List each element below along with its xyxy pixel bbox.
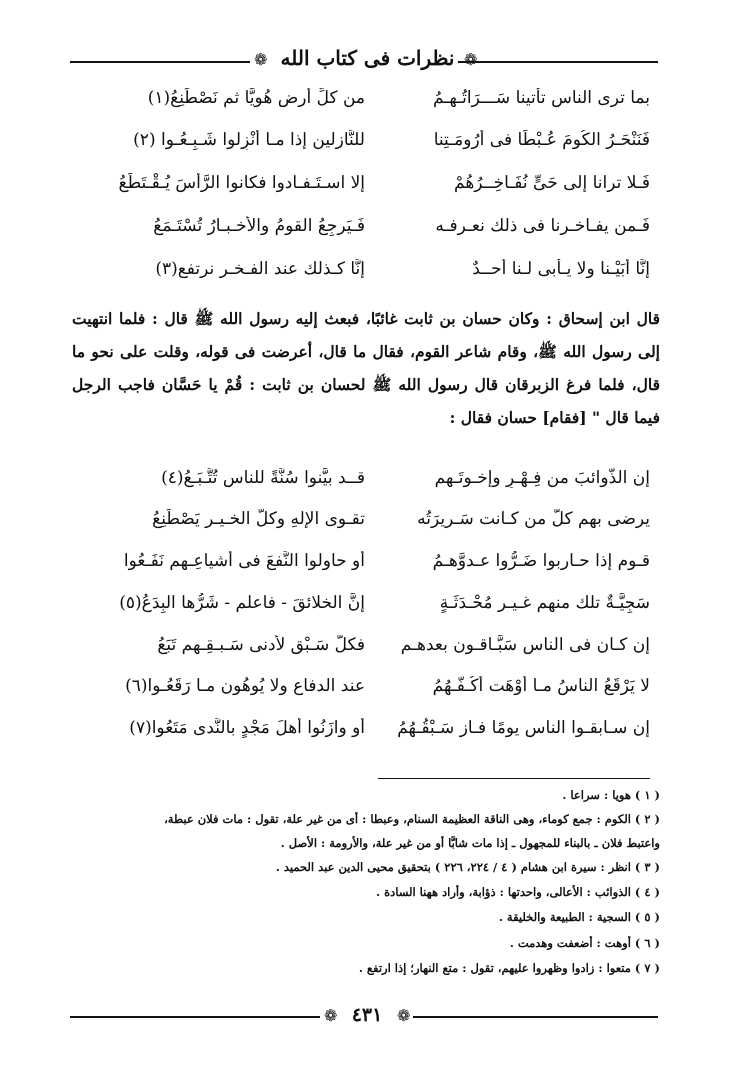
verse-line	[80, 635, 650, 671]
second-hemistich: إنَّ الخلائقَ - فاعلم - شَرُّها البِدَعُ(٥)	[119, 593, 365, 613]
header-rule-right	[458, 61, 658, 63]
first-hemistich: إن سـابقـوا الناس يومًا فـاز سَـبْقُـهُمُ	[397, 718, 650, 738]
verse-line	[80, 509, 650, 545]
verse-line	[80, 216, 650, 252]
first-hemistich: سَجِيَّـةٌ تلك منهم غـيـر مُحْـدَثَـةٍ	[439, 593, 650, 613]
second-hemistich: من كلِّ أرضٍ هُويًّا ثم نَصْطَنِعُ(١)	[147, 88, 365, 108]
verse-line	[80, 593, 650, 629]
second-hemistich: قــد بيَّنوا سُنَّةً للناس تُتَّـبَـعُ(٤)	[161, 468, 365, 488]
paragraph-text: قال ابن إسحاق : وكان حسان بن ثابت غائبًا، فبعث إليه رسول الله ﷺ قال : فلما انتهيت إلى رسول الله ﷺ، وقام شاعر القوم، فقال ما قال، أعرضت فى قوله، وقلت على نحو ما قال، فلما فرغ الزبرقان قال رسول الله ﷺ لحسان بن ثابت : قُمْ يا حَسَّان فاجب الرجل فيما قال " [فقام] حسان فقال :	[72, 309, 660, 427]
running-title: نظرات فى كتاب الله	[280, 46, 455, 70]
second-hemistich: أو حاولوا النَّفعَ فى أشياعِـهم نَفَـعُوا	[123, 551, 365, 571]
footnote: ( ٧ ) متعوا : زادوا وظهروا عليهم، تقول : متع النهار؛ إذا ارتفع .	[358, 961, 660, 975]
first-hemistich: بما ترى الناس تأتينا سَـــرَاتُـهـمُ	[433, 88, 650, 108]
verse-line	[80, 173, 650, 209]
page-header	[70, 44, 658, 78]
footnote: ( ١ ) هويا : سراعا .	[562, 788, 660, 802]
verse-line	[80, 718, 650, 754]
footnote-continuation: واعتبط فلان ـ بالبناء للمجهول ـ إذا مات شابًّا أو من غير علة، والأرومة : الأصل .	[280, 836, 660, 850]
second-hemistich: للنَّازلين إذا مـا أُنْزِلوا شَـبِـعُـوا (٢)	[133, 130, 365, 150]
footnote: ( ٢ ) الكوم : جمع كوماء، وهى الناقة العظيمة السنام، وعبطا : أى من غير علة، تقول : مات فلان عبطة،	[164, 812, 660, 826]
first-hemistich: يرضى بهم كلُّ من كـانت سَـريرَتُه	[417, 509, 650, 529]
flower-ornament-icon: ❁	[254, 50, 268, 69]
second-hemistich: أو وازَنُوا أهلَ مَجْدٍ بالنَّدى مَتَعُوا(٧)	[129, 718, 365, 738]
flower-ornament-icon: ❁	[324, 1006, 338, 1025]
verse-line	[80, 259, 650, 295]
verse-line	[80, 88, 650, 124]
second-hemistich: تقـوى الإلهِ وكلَّ الخـيـر يَصْطَنِعُ	[152, 509, 365, 529]
first-hemistich: فَـلا ترانا إلى حَىٍّ نُفَـاخِــرُهُمْ	[454, 173, 650, 193]
footnote: ( ٣ ) انظر : سيرة ابن هشام ( ٤ / ٢٢٤، ٢٢٦ ) بتحقيق محيى الدين عبد الحميد .	[275, 860, 660, 874]
footer-rule-right	[413, 1016, 658, 1018]
footer-rule-left	[70, 1016, 320, 1018]
footnote-separator	[378, 778, 650, 779]
first-hemistich: قـوم إذا حـاربوا ضَـرُّوا عـدوَّهـمُ	[432, 551, 650, 571]
verse-line	[80, 468, 650, 504]
first-hemistich: فَنَنْحَـرُ الكُومَ عُـبْطًا فى أرُومَـتِنا	[433, 130, 650, 150]
verse-line	[80, 676, 650, 712]
verse-line	[80, 551, 650, 587]
flower-ornament-icon: ❁	[464, 50, 478, 69]
page-footer	[70, 1002, 658, 1032]
header-rule-left	[70, 61, 250, 63]
footnote: ( ٤ ) الذوائب : الأعالى، واحدتها : ذؤابة، وأراد ههنا السادة .	[376, 885, 660, 899]
first-hemistich: فَـمن يفـاخـرنا فى ذلك نعـرفـه	[435, 216, 650, 236]
second-hemistich: إلا اسـتَـفـادوا فكانوا الرَّأْسَ يُـقْـتَطَعُ	[118, 173, 365, 193]
page-number: ٤٣١	[351, 1004, 383, 1026]
second-hemistich: فكلُّ سَـبْقٍ لأدنى سَـبـقِـهم تَبَعُ	[157, 635, 365, 655]
footnote: ( ٦ ) أوهت : أضعفت وهدمت .	[509, 936, 660, 950]
second-hemistich: فَـيَرجِعُ القومُ والأخـبـارُ تُسْتَـمَعُ	[153, 216, 365, 236]
prose-paragraph	[72, 302, 660, 434]
second-hemistich: عند الدفاع ولا يُوهُون مـا رَقَعُـوا(٦)	[125, 676, 365, 696]
first-hemistich: إن كـان فى الناس سَبَّـاقـون بعدهـم	[400, 635, 650, 655]
first-hemistich: إن الذَّوائبَ من فِـهْـرٍ وإخـوتَـهم	[434, 468, 650, 488]
footnote: ( ٥ ) السجية : الطبيعة والخليقة .	[498, 910, 660, 924]
first-hemistich: إنَّا أَبَيْـنا ولا يـأبى لـنا أحــدٌ	[472, 259, 650, 279]
first-hemistich: لا يَرْقَعُ الناسُ مـا أوْهَت أكُـفُّـهُمُ	[432, 676, 650, 696]
second-hemistich: إنَّا كـذلك عند الفـخـر نرتفع(٣)	[155, 259, 365, 279]
flower-ornament-icon: ❁	[397, 1006, 411, 1025]
verse-line	[80, 130, 650, 166]
